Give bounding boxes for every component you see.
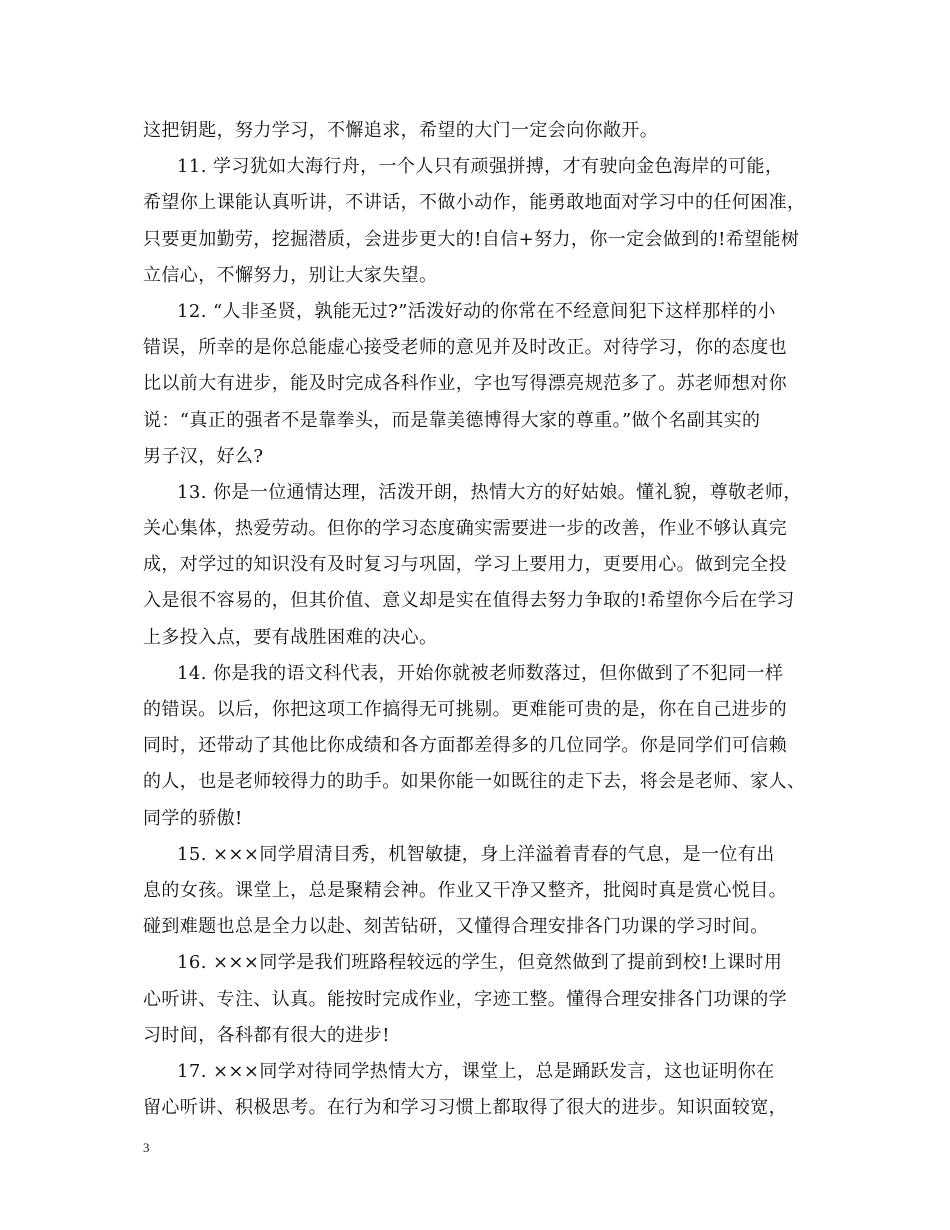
body-text	[143, 113, 823, 1126]
text-line: 说：“真正的强者不是靠拳头，而是靠美德博得大家的尊重。”做个名副其实的	[143, 409, 761, 431]
text-line: 成，对学过的知识没有及时复习与巩固，学习上要用力，更要用心。做到完全投	[143, 554, 787, 576]
text-line: 16. ×××同学是我们班路程较远的学生，但竟然做到了提前到校!上课时用	[177, 952, 783, 974]
page-number: 3	[143, 1140, 150, 1155]
text-line: 同时，还带动了其他比你成绩和各方面都差得多的几位同学。你是同学们可信赖	[143, 735, 787, 757]
text-line: 入是很不容易的，但其价值、意义却是实在值得去努力争取的!希望你今后在学习	[143, 590, 795, 612]
text-line: 碰到难题也总是全力以赴、刻苦钻研，又懂得合理安排各门功课的学习时间。	[143, 916, 769, 938]
text-line: 上多投入点，要有战胜困难的决心。	[143, 626, 438, 648]
text-line: 习时间，各科都有很大的进步!	[143, 1024, 390, 1046]
text-line: 留心听讲、积极思考。在行为和学习习惯上都取得了很大的进步。知识面较宽，	[143, 1097, 787, 1119]
text-line: 这把钥匙，努力学习，不懈追求，希望的大门一定会向你敞开。	[143, 120, 659, 141]
text-line: 15. ×××同学眉清目秀，机智敏捷，身上洋溢着青春的气息，是一位有出	[177, 843, 775, 865]
text-line: 错误，所幸的是你总能虚心接受老师的意见并及时改正。对待学习，你的态度也	[143, 337, 787, 359]
text-line: 男子汉，好么?	[143, 445, 264, 467]
text-line: 只要更加勤劳，挖掘潜质，会进步更大的!自信+努力，你一定会做到的!希望能树	[143, 228, 800, 250]
text-line: 13. 你是一位通情达理，活泼开朗，热情大方的好姑娘。懂礼貌，尊敬老师，	[177, 481, 802, 503]
text-line: 息的女孩。课堂上，总是聚精会神。作业又干净又整齐，批阅时真是赏心悦目。	[143, 879, 787, 901]
text-line: 立信心，不懈努力，别让大家失望。	[143, 264, 438, 286]
text-line: 比以前大有进步，能及时完成各科作业，字也写得漂亮规范多了。苏老师想对你	[143, 373, 787, 395]
text-line: 关心集体，热爱劳动。但你的学习态度确实需要进一步的改善，作业不够认真完	[143, 518, 787, 540]
text-line: 的人，也是老师较得力的助手。如果你能一如既往的走下去，将会是老师、家人、	[143, 771, 806, 793]
text-line: 的错误。以后，你把这项工作搞得无可挑剔。更难能可贵的是，你在自己进步的	[143, 699, 787, 720]
text-line: 12. “人非圣贤，孰能无过?”活泼好动的你常在不经意间犯下这样那样的小	[177, 300, 776, 322]
text-line: 心听讲、专注、认真。能按时完成作业，字迹工整。懂得合理安排各门功课的学	[143, 988, 787, 1010]
text-line: 14. 你是我的语文科代表，开始你就被老师数落过，但你做到了不犯同一样	[177, 662, 784, 684]
text-line: 11. 学习犹如大海行舟，一个人只有顽强拼搏，才有驶向金色海岸的可能，	[177, 156, 784, 178]
text-line: 同学的骄傲!	[143, 807, 243, 829]
text-line: 17. ×××同学对待同学热情大方，课堂上，总是踊跃发言，这也证明你在	[177, 1060, 775, 1082]
text-line: 希望你上课能认真听讲，不讲话，不做小动作，能勇敢地面对学习中的任何困准，	[143, 192, 806, 214]
